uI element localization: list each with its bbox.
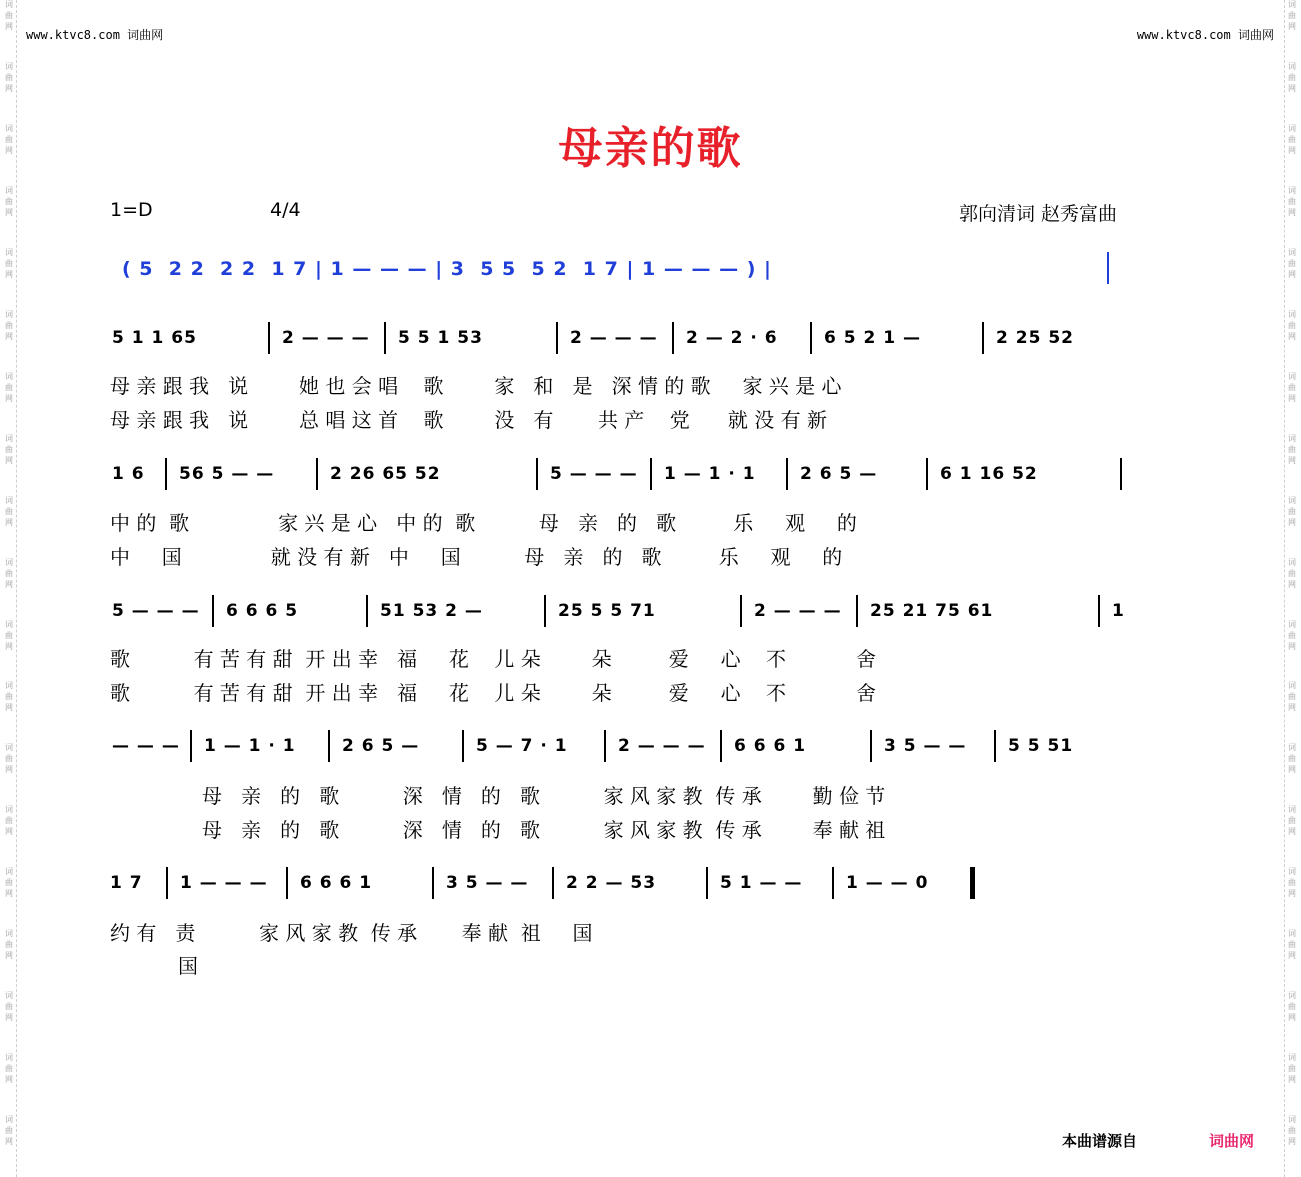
watermark-char: 词 <box>5 247 13 257</box>
bar-line <box>856 595 858 627</box>
watermark-char: 词 <box>1288 619 1296 629</box>
watermark-char: 词 <box>1288 247 1296 257</box>
watermark-char: 曲 <box>5 258 13 268</box>
watermark-char: 网 <box>5 455 13 465</box>
watermark-char: 网 <box>5 951 13 961</box>
measure-notes: 2 6 5 — <box>342 736 420 756</box>
bar-line <box>536 458 538 490</box>
measure-notes: 25 5 5 71 <box>558 601 656 621</box>
watermark-char: 词 <box>5 681 13 691</box>
watermark-char: 曲 <box>5 816 13 826</box>
watermark-char: 词 <box>5 1053 13 1063</box>
measure-notes: — — — <box>112 736 180 756</box>
music-staff-line <box>0 322 1301 356</box>
lyric-row <box>0 643 1301 669</box>
measure-notes: 1 — — 0 <box>846 873 929 893</box>
watermark-char: 网 <box>1288 22 1296 31</box>
measure-notes: 5 — 7 · 1 <box>476 736 568 756</box>
measure-notes: 1 — 1 · 1 <box>664 464 756 484</box>
watermark-char: 词 <box>5 805 13 815</box>
watermark-char: 网 <box>5 393 13 403</box>
intro-staff <box>0 252 1301 286</box>
bar-line <box>212 595 214 627</box>
watermark-char: 曲 <box>1288 258 1296 268</box>
lyric-row <box>0 404 1301 430</box>
watermark-char: 曲 <box>1288 692 1296 702</box>
watermark-char: 网 <box>1288 703 1296 713</box>
bar-line <box>190 730 192 762</box>
bar-line <box>544 595 546 627</box>
lyric-row <box>0 507 1301 533</box>
lyric-row <box>0 370 1301 396</box>
measure-notes: 6 6 6 1 <box>300 873 373 893</box>
bar-line <box>832 867 834 899</box>
music-staff-line <box>0 455 1301 492</box>
watermark-char: 曲 <box>5 692 13 702</box>
watermark-char: 网 <box>5 83 13 93</box>
watermark-char: 网 <box>1288 83 1296 93</box>
watermark-char: 网 <box>1288 269 1296 279</box>
watermark-char: 词 <box>1288 495 1296 505</box>
watermark-char: 网 <box>5 641 13 651</box>
watermark-char: 曲 <box>1288 444 1296 454</box>
watermark-char: 网 <box>1288 1137 1296 1147</box>
watermark-char: 网 <box>1288 331 1296 341</box>
measure-notes: 5 5 51 <box>1008 736 1074 756</box>
measure-notes: 5 1 1 65 <box>112 328 197 348</box>
lyric-text: 母 亲 跟 我 说 她 也 会 唱 歌 家 和 是 深 情 的 歌 家 兴 是 心 <box>110 374 842 398</box>
watermark-char: 曲 <box>1288 320 1296 330</box>
intro-end-bar <box>1107 252 1109 284</box>
song-title: 母亲的歌 <box>558 123 743 174</box>
watermark-char: 曲 <box>5 1126 13 1136</box>
watermark-char: 词 <box>5 61 13 71</box>
measure-notes: 2 26 65 52 <box>330 464 441 484</box>
lyric-text: 母 亲 的 歌 深 情 的 歌 家 风 家 教 传 承 奉 献 祖 <box>202 818 886 842</box>
lyric-row <box>0 780 1301 806</box>
watermark-char: 网 <box>1288 1013 1296 1023</box>
measure-notes: 5 1 — — <box>720 873 803 893</box>
watermark-char: 曲 <box>1288 1002 1296 1012</box>
watermark-char: 曲 <box>5 134 13 144</box>
watermark-char: 曲 <box>5 1064 13 1074</box>
watermark-char: 网 <box>5 889 13 899</box>
watermark-char: 曲 <box>1288 630 1296 640</box>
watermark-char: 网 <box>5 765 13 775</box>
watermark-char: 词 <box>1288 371 1296 381</box>
watermark-char: 网 <box>1288 1075 1296 1085</box>
watermark-char: 词 <box>1288 1053 1296 1063</box>
watermark-char: 曲 <box>1288 754 1296 764</box>
watermark-char: 曲 <box>1288 382 1296 392</box>
measure-notes: 2 25 52 <box>996 328 1074 348</box>
bar-line <box>604 730 606 762</box>
watermark-char: 词 <box>1288 929 1296 939</box>
measure-notes: 1 6 <box>112 464 145 484</box>
measure-notes: 1 7 <box>110 873 143 893</box>
lyric-text: 约 有 责 家 风 家 教 传 承 奉 献 祖 国 <box>110 921 593 945</box>
measure-notes: 5 — — — <box>550 464 638 484</box>
watermark-char: 词 <box>5 433 13 443</box>
measure-notes: 3 5 — — <box>446 873 529 893</box>
watermark-char: 词 <box>5 371 13 381</box>
measure-notes: 2 — — — <box>570 328 658 348</box>
lyric-row <box>0 814 1301 840</box>
measure-notes: 1 <box>1112 601 1125 621</box>
watermark-char: 词 <box>1288 0 1296 9</box>
bar-line <box>1098 595 1100 627</box>
lyric-text: 中 的 歌 家 兴 是 心 中 的 歌 母 亲 的 歌 乐 观 的 <box>110 511 857 535</box>
watermark-char: 词 <box>5 867 13 877</box>
bar-line <box>994 730 996 762</box>
watermark-char: 网 <box>1288 579 1296 589</box>
bar-line <box>810 322 812 354</box>
measure-notes: 5 5 1 53 <box>398 328 483 348</box>
bar-line <box>268 322 270 354</box>
footer-source-site[interactable]: 词曲网 <box>1209 1132 1255 1150</box>
bar-line <box>366 595 368 627</box>
watermark-char: 曲 <box>5 568 13 578</box>
watermark-char: 网 <box>1288 517 1296 527</box>
header-site-left-text: 词曲网 <box>127 28 164 42</box>
watermark-char: 词 <box>5 619 13 629</box>
bar-line <box>926 458 928 490</box>
bar-line <box>982 322 984 354</box>
header-url-left-text: www.ktvc8.com <box>26 28 120 42</box>
music-staff-line <box>0 867 1301 901</box>
watermark-char: 网 <box>5 1075 13 1085</box>
watermark-char: 词 <box>5 929 13 939</box>
watermark-char: 网 <box>5 331 13 341</box>
watermark-char: 词 <box>1288 991 1296 1001</box>
watermark-char: 曲 <box>5 72 13 82</box>
watermark-char: 网 <box>5 22 13 31</box>
watermark-char: 曲 <box>5 630 13 640</box>
watermark-char: 词 <box>1288 61 1296 71</box>
watermark-char: 曲 <box>1288 816 1296 826</box>
measure-notes: 2 — 2 · 6 <box>686 328 778 348</box>
lyric-text: 国 <box>178 954 198 978</box>
watermark-char: 网 <box>1288 455 1296 465</box>
bar-line <box>720 730 722 762</box>
bar-line <box>786 458 788 490</box>
measure-notes: 2 — — — <box>282 328 370 348</box>
watermark-char: 曲 <box>5 940 13 950</box>
watermark-char: 曲 <box>5 196 13 206</box>
lyric-row <box>0 677 1301 703</box>
watermark-char: 词 <box>1288 1115 1296 1125</box>
bar-line <box>165 458 167 490</box>
watermark-char: 网 <box>1288 393 1296 403</box>
measure-notes: 1 — 1 · 1 <box>204 736 296 756</box>
bar-line <box>1120 458 1122 490</box>
watermark-char: 网 <box>5 517 13 527</box>
watermark-char: 词 <box>1288 123 1296 133</box>
measure-notes: 3 5 — — <box>884 736 967 756</box>
measure-notes: 5 — — — <box>112 601 200 621</box>
lyric-text: 歌 有 苦 有 甜 开 出 幸 福 花 儿 朵 朵 爱 心 不 舍 <box>110 647 876 671</box>
watermark-char: 曲 <box>1288 1064 1296 1074</box>
watermark-char: 曲 <box>1288 940 1296 950</box>
measure-notes: 2 — — — <box>754 601 842 621</box>
measure-notes: 6 6 6 1 <box>734 736 807 756</box>
bar-line <box>328 730 330 762</box>
measure-notes: 2 2 — 53 <box>566 873 657 893</box>
lyric-row <box>0 917 1301 943</box>
watermark-char: 曲 <box>1288 196 1296 206</box>
lyric-row <box>0 950 1301 976</box>
header-url-right[interactable] <box>1137 26 1274 43</box>
watermark-char: 词 <box>1288 867 1296 877</box>
watermark-char: 词 <box>5 185 13 195</box>
right-watermark-strip <box>1284 0 1299 1177</box>
watermark-char: 词 <box>1288 743 1296 753</box>
watermark-char: 网 <box>1288 641 1296 651</box>
watermark-char: 曲 <box>5 444 13 454</box>
header-url-right-text: www.ktvc8.com <box>1136 28 1231 42</box>
watermark-char: 曲 <box>5 506 13 516</box>
watermark-char: 词 <box>5 743 13 753</box>
watermark-char: 词 <box>1288 309 1296 319</box>
final-bar-line <box>970 867 975 899</box>
watermark-char: 网 <box>5 207 13 217</box>
left-watermark-strip <box>2 0 17 1177</box>
watermark-char: 网 <box>1288 207 1296 217</box>
watermark-char: 词 <box>5 1115 13 1125</box>
bar-line <box>432 867 434 899</box>
bar-line <box>706 867 708 899</box>
bar-line <box>740 595 742 627</box>
bar-line <box>286 867 288 899</box>
header-url-left[interactable] <box>26 26 163 43</box>
watermark-char: 曲 <box>1288 506 1296 516</box>
bar-line <box>384 322 386 354</box>
measure-notes: 2 6 5 — <box>800 464 878 484</box>
watermark-char: 词 <box>5 0 13 9</box>
bar-line <box>316 458 318 490</box>
key-signature: 1=D <box>110 199 153 221</box>
measure-notes: 6 1 16 52 <box>940 464 1038 484</box>
music-staff-line <box>0 730 1301 764</box>
watermark-char: 词 <box>5 309 13 319</box>
bar-line <box>672 322 674 354</box>
bar-line <box>462 730 464 762</box>
bar-line <box>552 867 554 899</box>
watermark-char: 网 <box>5 1137 13 1147</box>
lyric-row <box>0 541 1301 567</box>
music-staff-line <box>0 595 1301 629</box>
watermark-char: 网 <box>1288 827 1296 837</box>
measure-notes: 25 21 75 61 <box>870 601 994 621</box>
footer-source-label: 本曲谱源自 <box>1062 1132 1138 1150</box>
watermark-char: 词 <box>1288 805 1296 815</box>
watermark-char: 词 <box>1288 557 1296 567</box>
watermark-char: 曲 <box>5 878 13 888</box>
bar-line <box>166 867 168 899</box>
watermark-char: 曲 <box>5 1002 13 1012</box>
watermark-char: 网 <box>1288 951 1296 961</box>
watermark-char: 网 <box>1288 765 1296 775</box>
watermark-char: 网 <box>5 579 13 589</box>
watermark-char: 网 <box>5 703 13 713</box>
watermark-char: 曲 <box>5 11 13 20</box>
lyric-text: 母 亲 的 歌 深 情 的 歌 家 风 家 教 传 承 勤 俭 节 <box>202 784 886 808</box>
lyric-text: 母 亲 跟 我 说 总 唱 这 首 歌 没 有 共 产 党 就 没 有 新 <box>110 408 827 432</box>
measure-notes: 2 — — — <box>618 736 706 756</box>
song-credits: 郭向清词 赵秀富曲 <box>958 203 1117 225</box>
watermark-char: 词 <box>1288 681 1296 691</box>
watermark-char: 曲 <box>5 320 13 330</box>
watermark-char: 词 <box>5 123 13 133</box>
watermark-char: 网 <box>1288 889 1296 899</box>
watermark-char: 网 <box>5 145 13 155</box>
watermark-char: 曲 <box>1288 568 1296 578</box>
watermark-char: 词 <box>5 557 13 567</box>
watermark-char: 词 <box>5 991 13 1001</box>
bar-line <box>870 730 872 762</box>
watermark-char: 网 <box>1288 145 1296 155</box>
bar-line <box>556 322 558 354</box>
watermark-char: 词 <box>5 495 13 505</box>
lyric-text: 中 国 就 没 有 新 中 国 母 亲 的 歌 乐 观 的 <box>110 545 843 569</box>
watermark-char: 词 <box>1288 185 1296 195</box>
watermark-char: 网 <box>5 269 13 279</box>
measure-notes: 6 5 2 1 — <box>824 328 921 348</box>
watermark-char: 词 <box>1288 433 1296 443</box>
measure-notes: 56 5 — — <box>179 464 275 484</box>
watermark-char: 曲 <box>1288 72 1296 82</box>
bar-line <box>650 458 652 490</box>
header-site-right-text: 词曲网 <box>1237 28 1274 42</box>
watermark-char: 曲 <box>1288 878 1296 888</box>
intro-notes: ( 5 2 2 2 2 1 7 | 1 — — — | 3 5 5 5 2 1 7 | 1 — — — ) | <box>122 258 772 280</box>
watermark-char: 曲 <box>5 754 13 764</box>
watermark-char: 曲 <box>1288 11 1296 20</box>
lyric-text: 歌 有 苦 有 甜 开 出 幸 福 花 儿 朵 朵 爱 心 不 舍 <box>110 681 876 705</box>
watermark-char: 曲 <box>1288 134 1296 144</box>
watermark-char: 网 <box>5 1013 13 1023</box>
measure-notes: 1 — — — <box>180 873 268 893</box>
time-signature: 4/4 <box>270 199 301 221</box>
watermark-char: 曲 <box>1288 1126 1296 1136</box>
watermark-char: 网 <box>5 827 13 837</box>
measure-notes: 51 53 2 — <box>380 601 483 621</box>
measure-notes: 6 6 6 5 <box>226 601 299 621</box>
watermark-char: 曲 <box>5 382 13 392</box>
